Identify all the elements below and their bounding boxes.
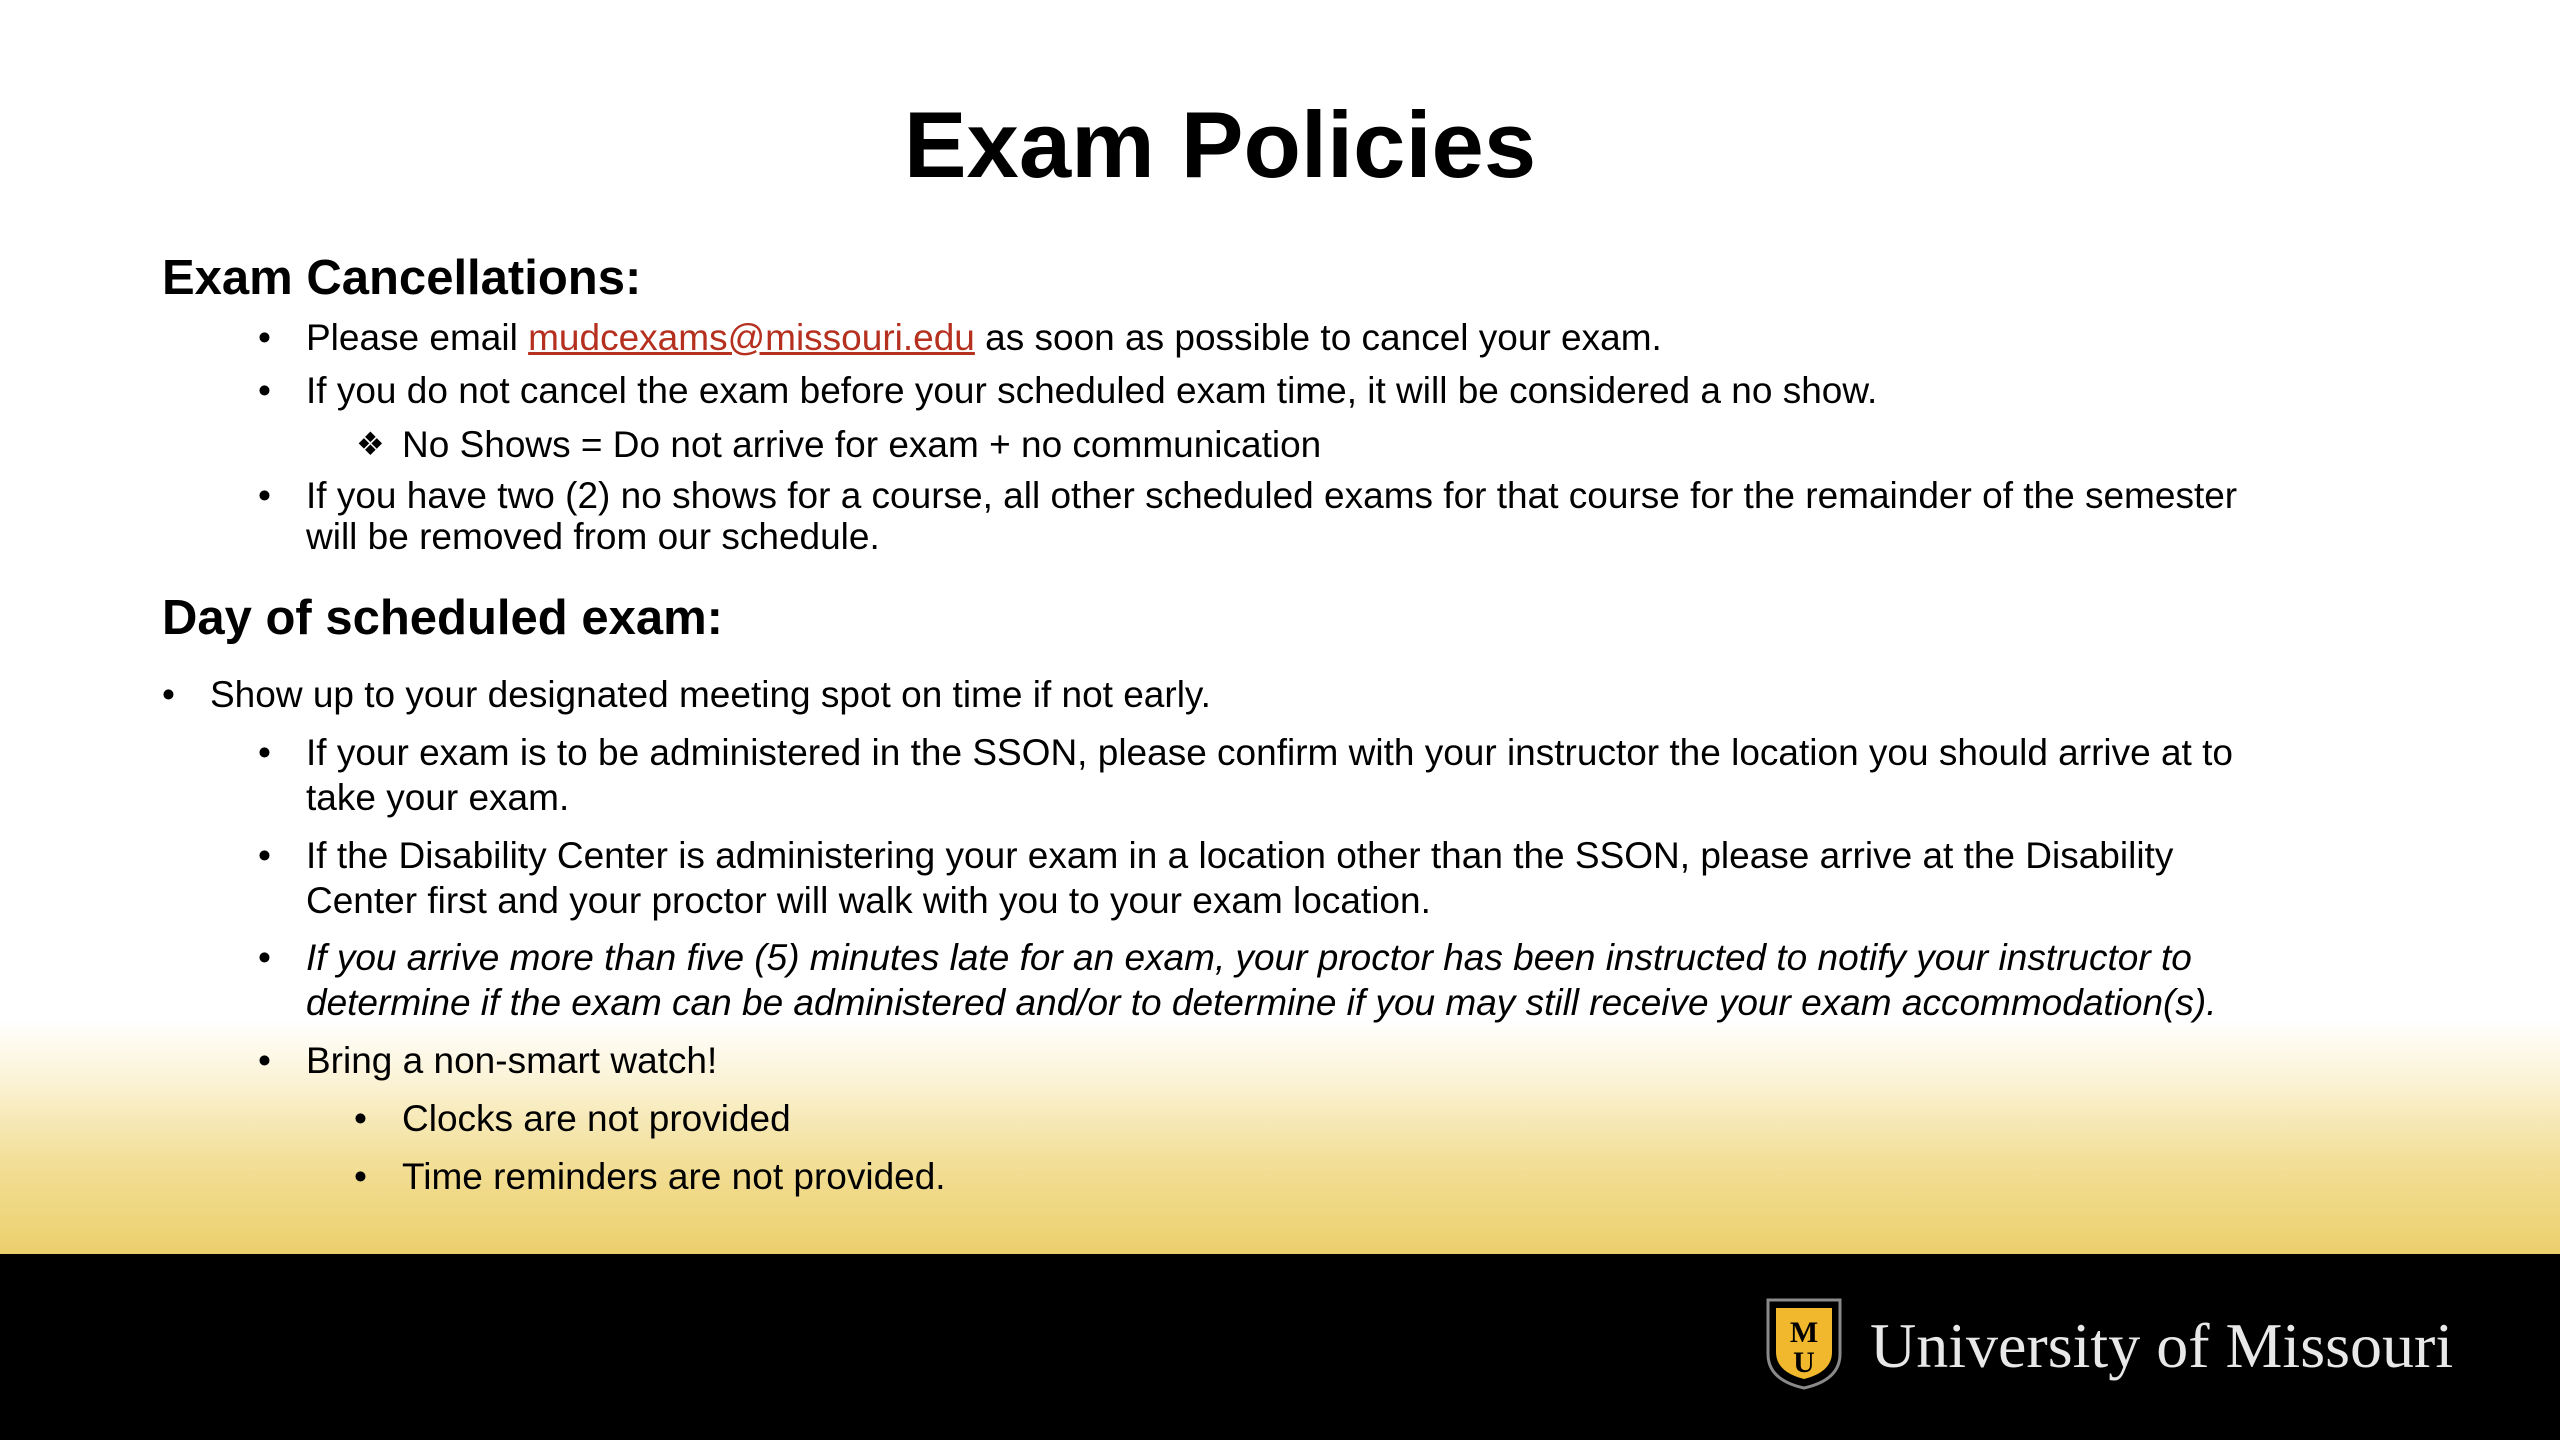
item-text: Please email	[306, 317, 529, 358]
list-item	[258, 730, 2286, 820]
list-item	[356, 422, 2282, 467]
list-item	[258, 935, 2286, 1025]
item-text: No Shows = Do not arrive for exam + no communication	[402, 424, 1322, 465]
item-text: If you arrive more than five (5) minutes late for an exam, your proctor has been instructed to notify your instructor to determine if the exam can be administered and/or to determine if you may still receive your exam accommodation(s).	[306, 937, 2217, 1023]
item-text: Time reminders are not provided.	[402, 1156, 946, 1197]
list-item	[258, 475, 2286, 557]
list-item	[354, 1096, 2282, 1141]
item-text: If your exam is to be administered in the SSON, please confirm with your instructor the location you should arrive at to take your exam.	[306, 732, 2233, 818]
logo-letter-u: U	[1793, 1346, 1815, 1379]
bullet: •	[258, 1040, 271, 1081]
footer-bar	[0, 1254, 2560, 1440]
list-item	[162, 672, 2290, 717]
list-item	[258, 1038, 2286, 1083]
bullet: •	[258, 317, 271, 358]
item-text: as soon as possible to cancel your exam.	[974, 317, 1662, 358]
logo-letter-m: M	[1789, 1316, 1819, 1349]
item-text: If you have two (2) no shows for a course, all other scheduled exams for that course for the remainder of the semester will be removed from our schedule.	[306, 475, 2238, 557]
section-heading-cancellations: Exam Cancellations:	[162, 251, 642, 305]
item-text: If you do not cancel the exam before your scheduled exam time, it will be considered a no show.	[306, 370, 1878, 411]
list-item	[354, 1154, 2282, 1199]
bullet: •	[258, 370, 271, 411]
bullet: •	[258, 835, 271, 876]
bullet: •	[258, 732, 271, 773]
bullet: •	[354, 1156, 367, 1197]
item-text: Show up to your designated meeting spot on time if not early.	[210, 674, 1211, 715]
email-link[interactable]: mudcexams@missouri.edu	[528, 317, 975, 358]
university-name: University of Missouri	[1870, 1310, 2454, 1381]
bullet: •	[354, 1098, 367, 1139]
slide-title: Exam Policies	[903, 92, 1537, 197]
bullet: •	[258, 475, 271, 516]
list-item	[258, 368, 2286, 413]
diamond-bullet-icon: ❖	[356, 426, 385, 462]
item-text: Bring a non-smart watch!	[306, 1040, 718, 1081]
bullet: •	[258, 937, 271, 978]
bullet: •	[162, 674, 175, 715]
list-item	[258, 315, 2286, 360]
item-text: If the Disability Center is administering your exam in a location other than the SSON, please arrive at the Disability Center first and your proctor will walk with you to your exam location.	[306, 835, 2174, 921]
list-item	[258, 833, 2286, 923]
item-text: Clocks are not provided	[402, 1098, 791, 1139]
mizzou-logo-icon	[1764, 1298, 1844, 1390]
section-heading-day-of-exam: Day of scheduled exam:	[162, 591, 723, 645]
